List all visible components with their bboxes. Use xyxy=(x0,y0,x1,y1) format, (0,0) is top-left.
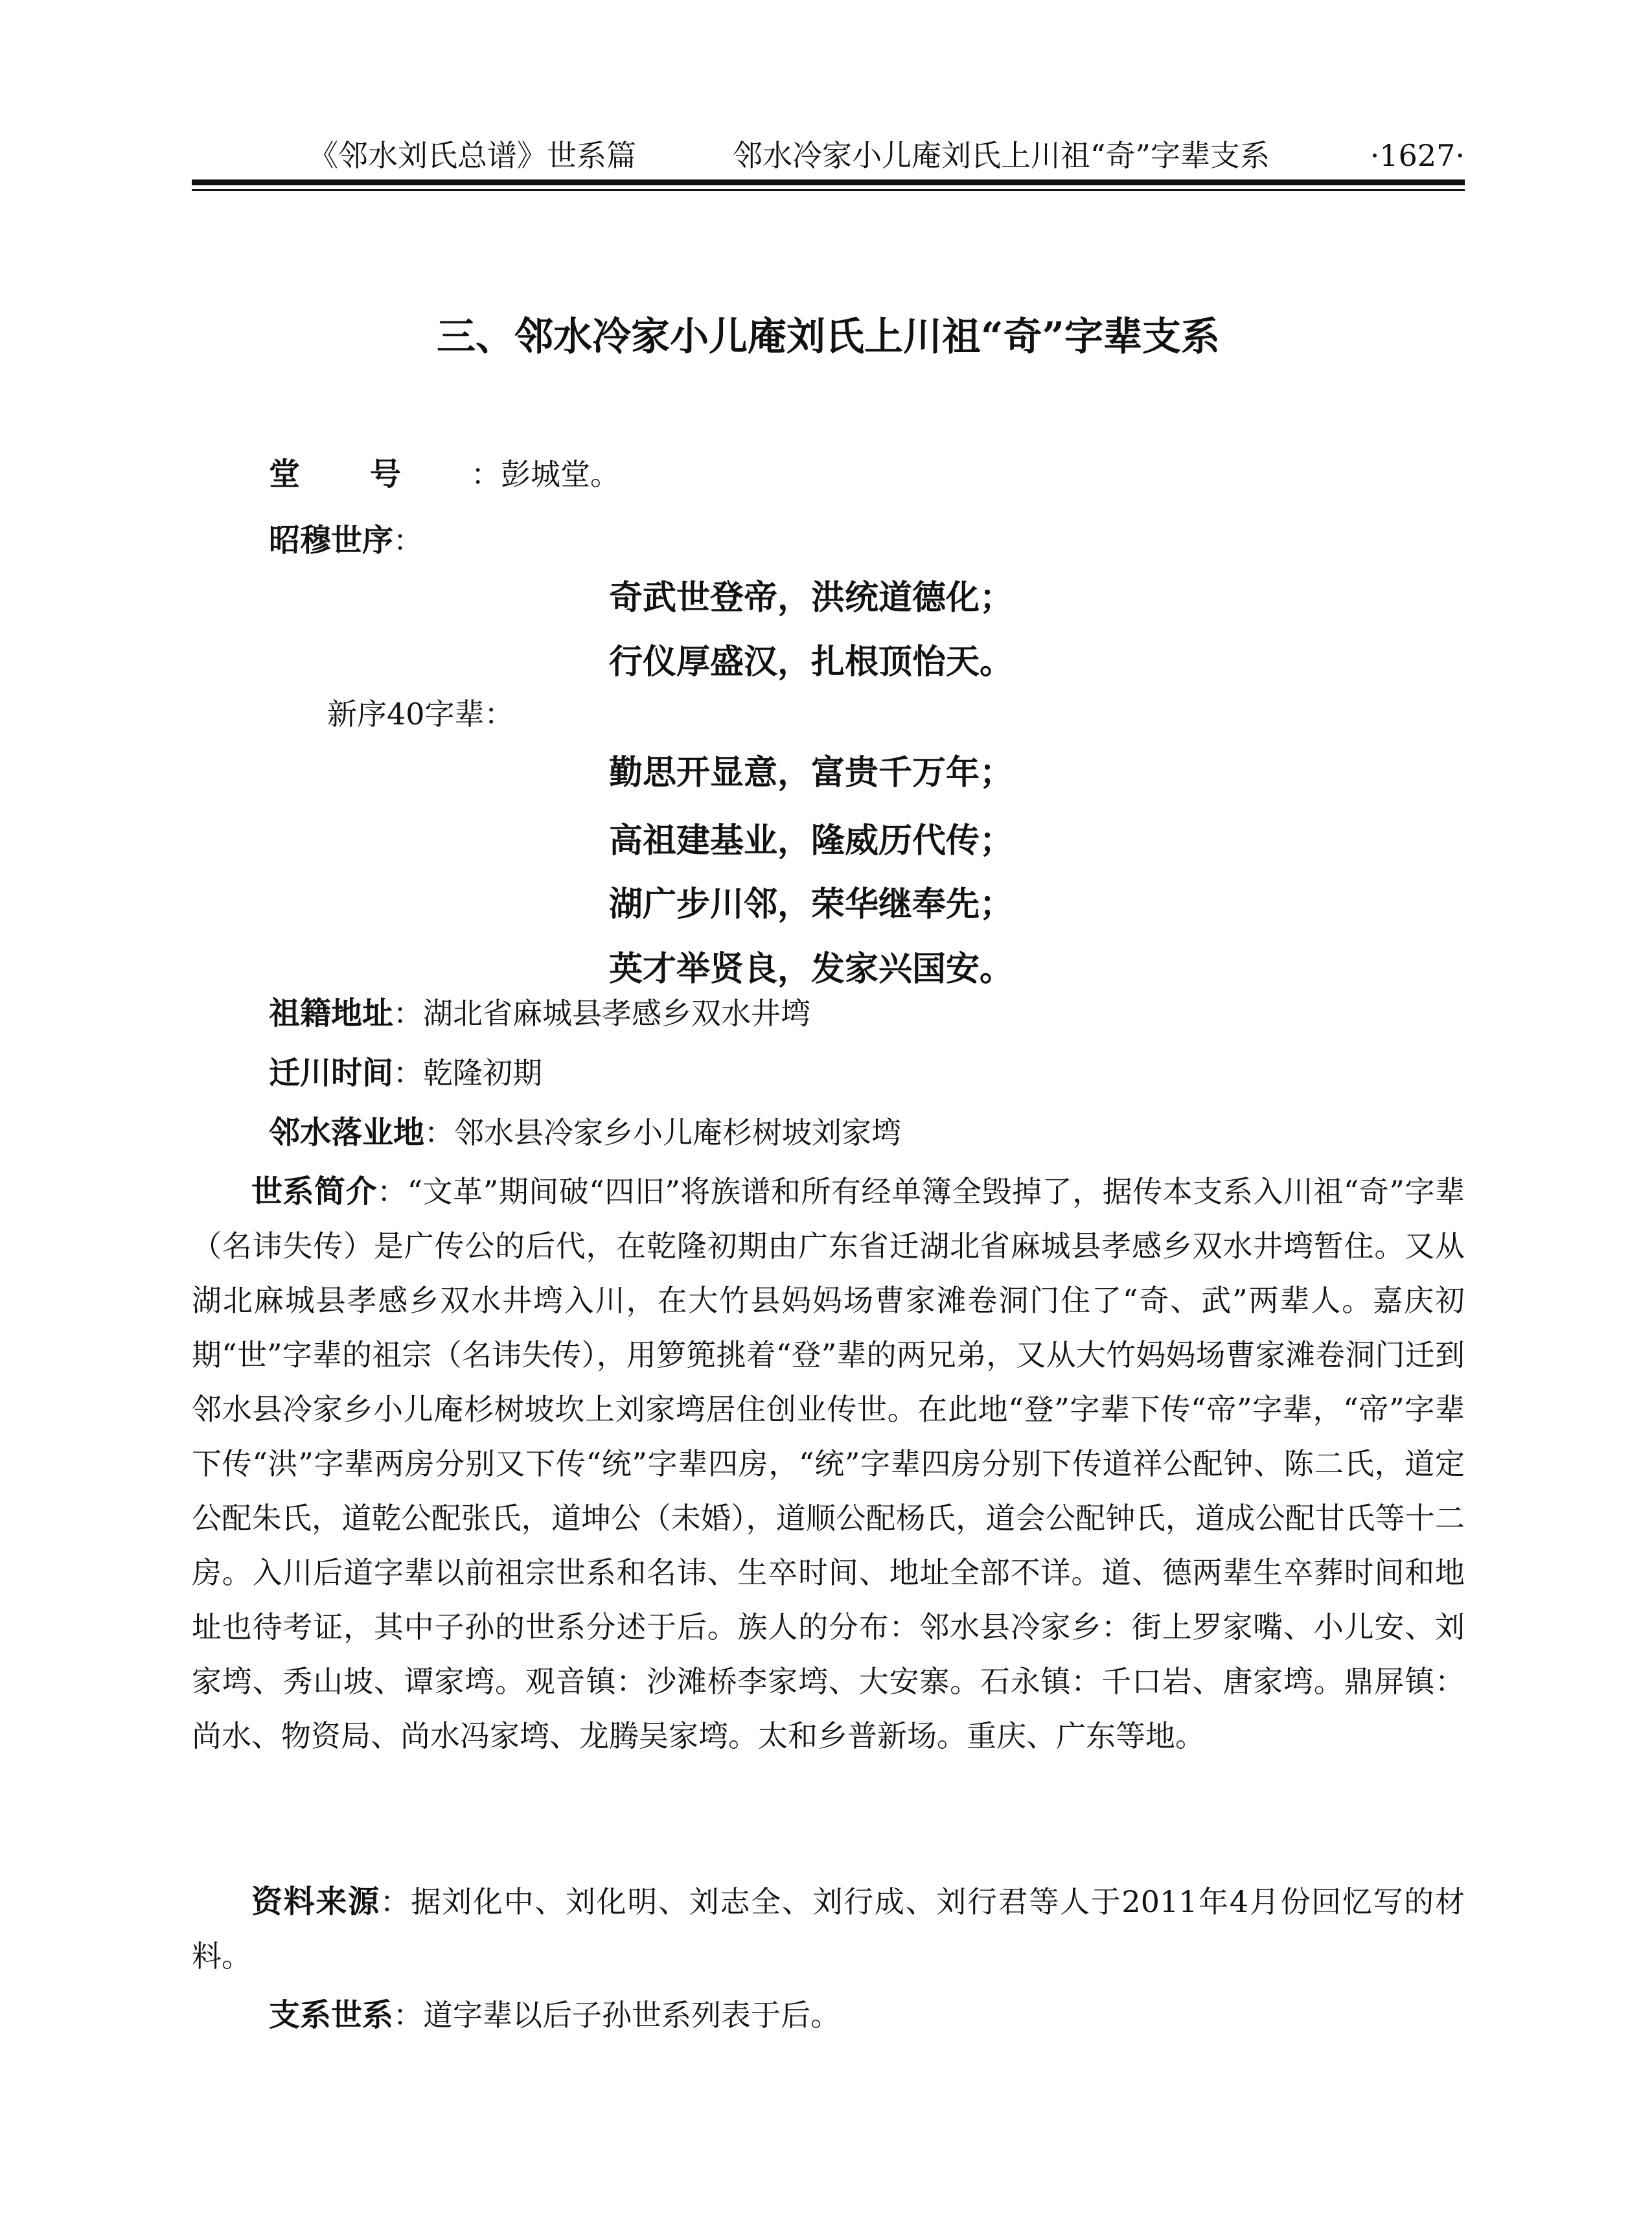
hall-label: 堂号 xyxy=(269,456,472,492)
header-rule-thick xyxy=(192,179,1465,185)
source-paragraph xyxy=(192,1875,1465,1983)
new-order-verse-3: 湖广步川邻，荣华继奉先； xyxy=(609,885,1014,924)
header-rule-thin xyxy=(192,189,1465,191)
migration-label: 迁川时间 xyxy=(269,1055,394,1091)
page-number: ·1627· xyxy=(1370,138,1465,173)
order-verse-2: 行仪厚盛汉，扎根顶怡天。 xyxy=(609,643,1014,682)
intro-paragraph xyxy=(192,1164,1465,1763)
section-title: 三、邻水冷家小儿庵刘氏上川祖“奇”字辈支系 xyxy=(436,314,1221,360)
source-text: 据刘化中、刘化明、刘志全、刘行成、刘行君等人于2011年4月份回忆写的材料。 xyxy=(192,1884,1465,1974)
header-section-title: 邻水冷家小儿庵刘氏上川祖“奇”字辈支系 xyxy=(733,138,1270,173)
order-label-line xyxy=(269,518,423,563)
intro-label: 世系简介 xyxy=(251,1173,378,1210)
new-order-label: 新序40字辈： xyxy=(327,697,514,732)
migration-value: 乾隆初期 xyxy=(423,1056,543,1090)
source-label: 资料来源 xyxy=(251,1884,380,1920)
order-sep: ： xyxy=(393,523,424,558)
settle-value: 邻水县冷家乡小儿庵杉树坡刘家塆 xyxy=(454,1115,902,1150)
ancestral-sep: ： xyxy=(393,996,424,1031)
source-sep: ： xyxy=(380,1884,411,1919)
hall-sep: ： xyxy=(471,457,501,492)
migration-sep: ： xyxy=(393,1056,424,1090)
ancestral-value: 湖北省麻城县孝感乡双水井塆 xyxy=(423,996,811,1031)
new-order-verse-4: 英才举贤良，发家兴国安。 xyxy=(609,950,1014,989)
hall-value: 彭城堂。 xyxy=(501,457,621,492)
header-book-title: 《邻水刘氏总谱》世系篇 xyxy=(308,138,636,173)
running-header xyxy=(192,133,1465,178)
settle-sep: ： xyxy=(424,1115,455,1150)
migration-line xyxy=(269,1050,542,1096)
branch-value: 道字辈以后子孙世系列表于后。 xyxy=(423,1998,841,2033)
new-order-verse-2: 高祖建基业，隆威历代传； xyxy=(609,822,1014,860)
new-order-verse-1: 勤思开显意，富贵千万年； xyxy=(609,754,1014,792)
ancestral-line xyxy=(269,991,810,1036)
branch-line xyxy=(269,1992,840,2038)
order-label: 昭穆世序 xyxy=(269,522,394,559)
ancestral-label: 祖籍地址 xyxy=(269,995,394,1032)
branch-sep: ： xyxy=(393,1998,424,2033)
settle-label: 邻水落业地 xyxy=(269,1114,425,1151)
intro-text: “文革”期间破“四旧”将族谱和所有经单簿全毁掉了，据传本支系入川祖“奇”字辈（名讳失传）是广传公的后代，在乾隆初期由广东省迁湖北省麻城县孝感乡双水井塆暂住。又从湖北麻城县孝感乡双水井塆入川，在大竹县妈妈场曹家滩卷洞门住了“奇、武”两辈人。嘉庆初期“世”字辈的祖宗（名讳失传），用箩篼挑着“登”辈的两兄弟，又从大竹妈妈场曹家滩卷洞门迁到邻水县冷家乡小儿庵杉树坡坎上刘家塆居住创业传世。在此地“登”字辈下传“帝”字辈，“帝”字辈下传“洪”字辈两房分别又下传“统”字辈四房，“统”字辈四房分别下传道祥公配钟、陈二氏，道定公配朱氏，道乾公配张氏，道坤公（未婚），道顺公配杨氏，道会公配钟氏，道成公配甘氏等十二房。入川后道字辈以前祖宗世系和名讳、生卒时间、地址全部不详。道、德两辈生卒葬时间和地址也待考证，其中子孙的世系分述于后。族人的分布：邻水县冷家乡：街上罗家嘴、小儿安、刘家塆、秀山坡、谭家塆。观音镇：沙滩桥李家塆、大安寨。石永镇：千口岩、唐家塆。鼎屏镇：尚水、物资局、尚水冯家塆、龙腾吴家塆。太和乡普新场。重庆、广东等地。 xyxy=(192,1174,1465,1753)
intro-sep: ： xyxy=(377,1174,407,1209)
order-verse-1: 奇武世登帝，洪统道德化； xyxy=(609,579,1014,617)
branch-label: 支系世系 xyxy=(269,1997,394,2033)
hall-name-line xyxy=(269,452,620,497)
settle-line xyxy=(269,1110,901,1155)
